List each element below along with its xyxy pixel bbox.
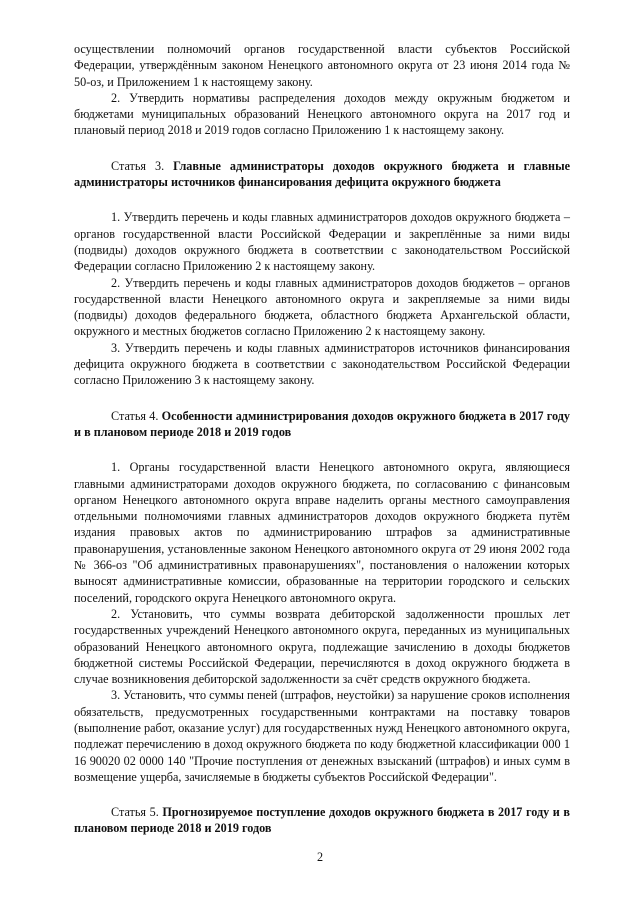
body-paragraph: 3. Утвердить перечень и коды главных администраторов источников финансирования дефицита окружного бюджета в соответствии с законодательством Российской Федерации согласно Приложению 3 к настоящему закону. bbox=[74, 340, 570, 388]
body-paragraph: 2. Утвердить перечень и коды главных администраторов доходов бюджетов – органов государственной власти Ненецкого автономного округа и закрепляемые за ними виды (подвиды) доходов федерального бюджета, областного бюджета Архангельской области, окружного и местных бюджетов согласно Приложению 2 к настоящему закону. bbox=[74, 275, 570, 339]
article-title: Главные администраторы доходов окружного бюджета и главные администраторы источников финансирования дефицита окружного бюджета bbox=[74, 158, 570, 190]
article-number: Статья 5. bbox=[111, 805, 159, 820]
document-page bbox=[74, 41, 570, 837]
article-5-heading bbox=[74, 804, 570, 837]
article-4-heading bbox=[74, 408, 570, 441]
body-paragraph: 2. Утвердить нормативы распределения доходов между окружным бюджетом и бюджетами муниципальных образований Ненецкого автономного округа на 2017 год и плановый период 2018 и 2019 годов согласно Приложению 1 к настоящему закону. bbox=[74, 90, 570, 138]
article-title: Особенности администрирования доходов окружного бюджета в 2017 году и в плановом периоде 2018 и 2019 годов bbox=[74, 408, 571, 439]
page-number: 2 bbox=[316, 850, 324, 864]
article-number: Статья 4. bbox=[111, 408, 159, 423]
article-title: Прогнозируемое поступление доходов окружного бюджета в 2017 году и в плановом периоде 2018 и 2019 годов bbox=[74, 805, 570, 836]
body-paragraph: 2. Установить, что суммы возврата дебиторской задолженности прошлых лет государственных учреждений Ненецкого автономного округа, переданных из муниципальных образований Ненецкого автономного округа, подлежащие зачислению в доходы бюджетов бюджетной системы Российской Федерации, перечисляются в доход окружного бюджета в случае возникновения дебиторской задолженности за счёт средств окружного бюджета. bbox=[74, 606, 570, 687]
body-paragraph: 3. Установить, что суммы пеней (штрафов, неустойки) за нарушение сроков исполнения обязательств, предусмотренных государственными контрактами на поставку товаров (выполнение работ, оказание услуг) для государственных нужд Ненецкого автономного округа, подлежат перечислению в доход окружного бюджета по коду бюджетной классификации 000 1 16 90020 02 0000 140 "Прочие поступления от денежных взысканий (штрафов) и иных сумм в возмещение ущерба, зачисляемые в бюджеты субъектов Российской Федерации". bbox=[74, 688, 570, 784]
article-number: Статья 3. bbox=[111, 158, 165, 173]
body-paragraph: 1. Органы государственной власти Ненецкого автономного округа, являющиеся главными администраторами доходов окружного бюджета, по согласованию с финансовым органом Ненецкого автономного округа вправе наделить органы местного самоуправления отдельными полномочиями главных администраторов доходов окружного бюджета путём издания правовых актов по администрированию штрафов за административные правонарушения, установленные законом Ненецкого автономного округа от 29 июня 2002 года № 366-оз "Об административных правонарушениях", постановления о наложении которых выносят административные комиссии, образованные на территории городского и сельских поселений, городского округа Ненецкого автономного округа. bbox=[74, 460, 570, 605]
body-paragraph: 1. Утвердить перечень и коды главных администраторов доходов окружного бюджета – органов государственной власти Российской Федерации и закреплённые за ними виды (подвиды) доходов окружного бюджета в соответствии с законодательством Российской Федерации согласно Приложению 2 к настоящему закону. bbox=[74, 210, 570, 274]
body-paragraph: осуществлении полномочий органов государственной власти субъектов Российской Федерации, утверждённым законом Ненецкого автономного округа от 23 июня 2014 года № 50-оз, и Приложением 1 к настоящему закону. bbox=[74, 42, 570, 89]
article-3-heading bbox=[74, 158, 570, 191]
